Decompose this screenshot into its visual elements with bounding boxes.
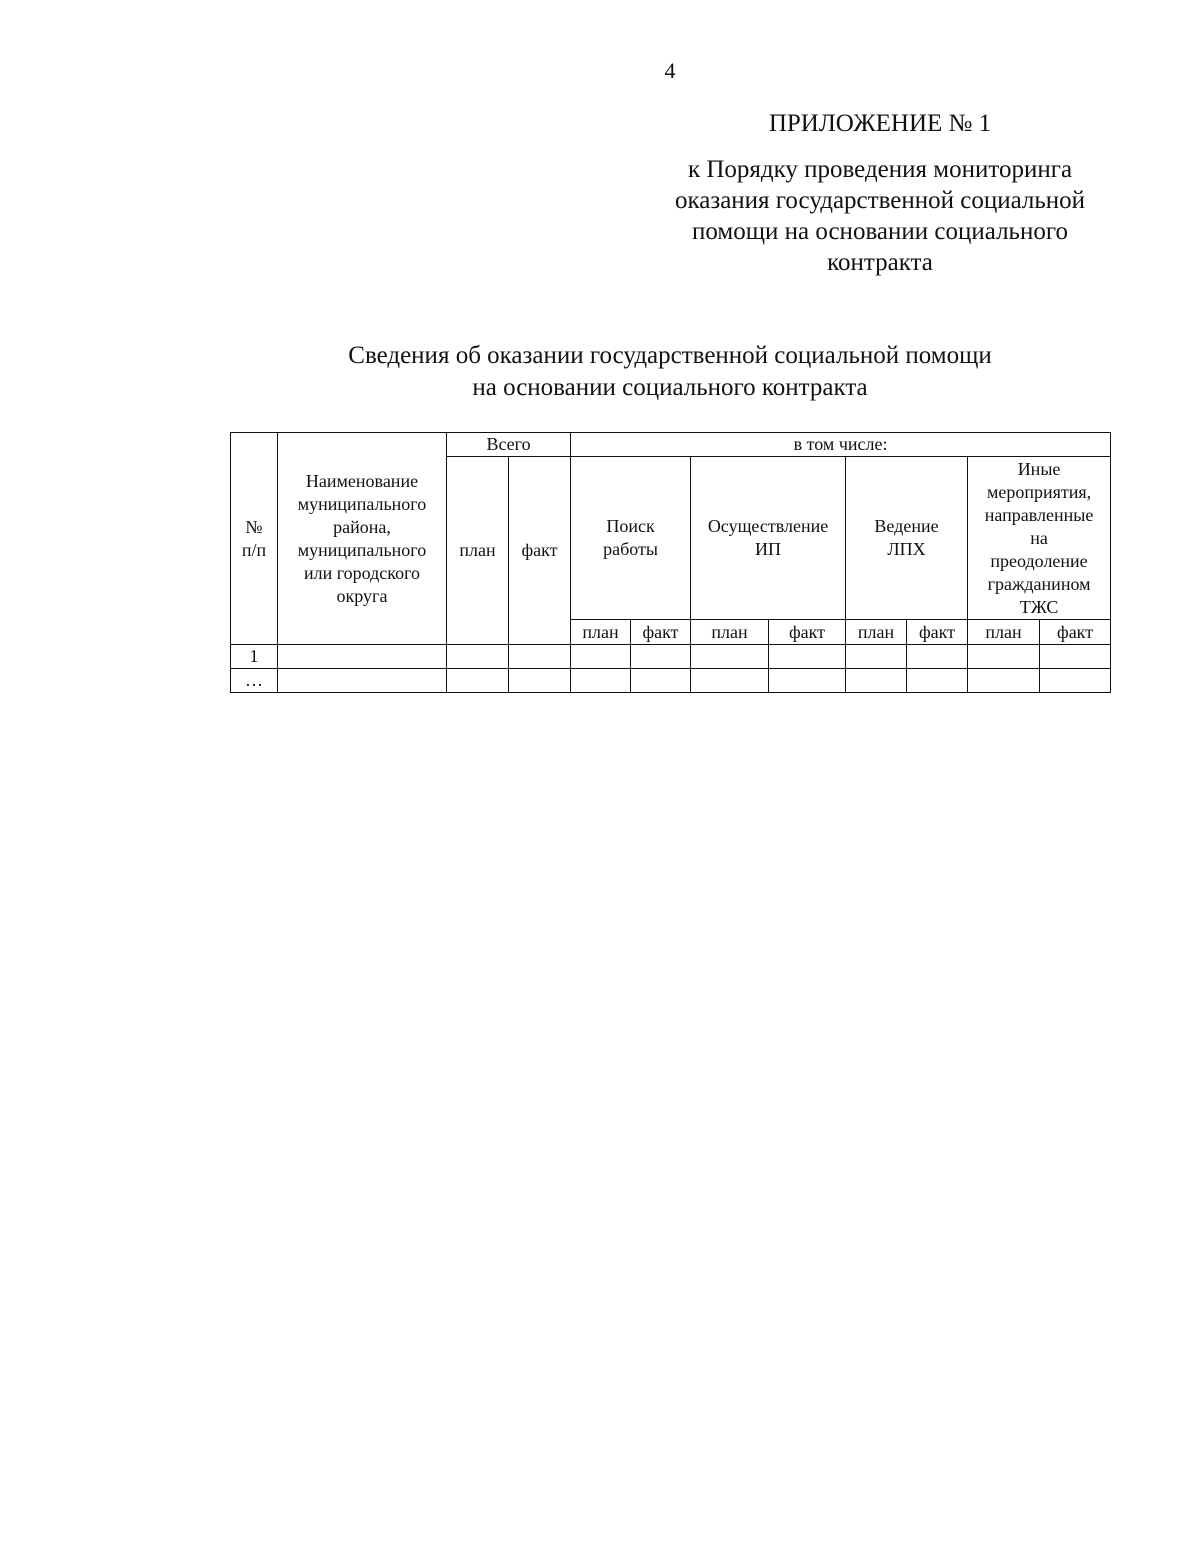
table-cell	[769, 645, 846, 669]
header-fact: факт	[907, 620, 968, 645]
header-fact: факт	[769, 620, 846, 645]
header-district-name: Наименование муниципального района, муниципального или городского округа	[278, 433, 447, 645]
table-cell	[769, 669, 846, 693]
appendix-line: контракта	[827, 249, 933, 276]
table-cell	[1040, 645, 1111, 669]
appendix-title: ПРИЛОЖЕНИЕ № 1	[768, 110, 992, 137]
table-cell	[846, 645, 907, 669]
table-row	[231, 669, 1111, 693]
table-cell	[631, 669, 691, 693]
appendix-subtitle	[650, 154, 1110, 278]
table-cell	[1040, 669, 1111, 693]
table-cell	[907, 669, 968, 693]
page-number: 4	[664, 58, 676, 83]
header-plan: план	[691, 620, 769, 645]
header-number: № п/п	[231, 433, 278, 645]
header-other-measures: Иные мероприятия, направленные на преодоление гражданином ТЖС	[968, 457, 1111, 620]
table-cell	[631, 645, 691, 669]
header-plan: план	[846, 620, 907, 645]
table-cell	[691, 669, 769, 693]
header-total: Всего	[447, 433, 571, 457]
header-household-farming: Ведение ЛПХ	[846, 457, 968, 620]
report-table	[230, 432, 1111, 693]
table-cell	[907, 645, 968, 669]
appendix-line: оказания государственной социальной	[674, 187, 1086, 214]
row-number: …	[231, 669, 278, 693]
table-cell	[509, 669, 571, 693]
table-cell	[571, 669, 631, 693]
header-fact: факт	[631, 620, 691, 645]
row-number: 1	[231, 645, 278, 669]
table-cell	[968, 645, 1040, 669]
header-including: в том числе:	[571, 433, 1111, 457]
header-plan: план	[571, 620, 631, 645]
header-job-search: Поиск работы	[571, 457, 691, 620]
table-cell	[447, 669, 509, 693]
document-title	[300, 340, 1040, 404]
table-cell	[571, 645, 631, 669]
table-cell	[278, 645, 447, 669]
document-title-line: Сведения об оказании государственной социальной помощи	[348, 342, 992, 369]
document-title-line: на основании социального контракта	[472, 374, 868, 401]
table-cell	[447, 645, 509, 669]
table-cell	[509, 645, 571, 669]
table-cell	[968, 669, 1040, 693]
table-row	[231, 645, 1111, 669]
appendix-line: к Порядку проведения мониторинга	[687, 156, 1073, 183]
header-total-fact: факт	[509, 457, 571, 645]
header-fact: факт	[1040, 620, 1111, 645]
appendix-line: помощи на основании социального	[692, 218, 1068, 245]
header-plan: план	[968, 620, 1040, 645]
table-cell	[691, 645, 769, 669]
table-cell	[846, 669, 907, 693]
header-entrepreneurship: Осуществление ИП	[691, 457, 846, 620]
header-total-plan: план	[447, 457, 509, 645]
table-cell	[278, 669, 447, 693]
